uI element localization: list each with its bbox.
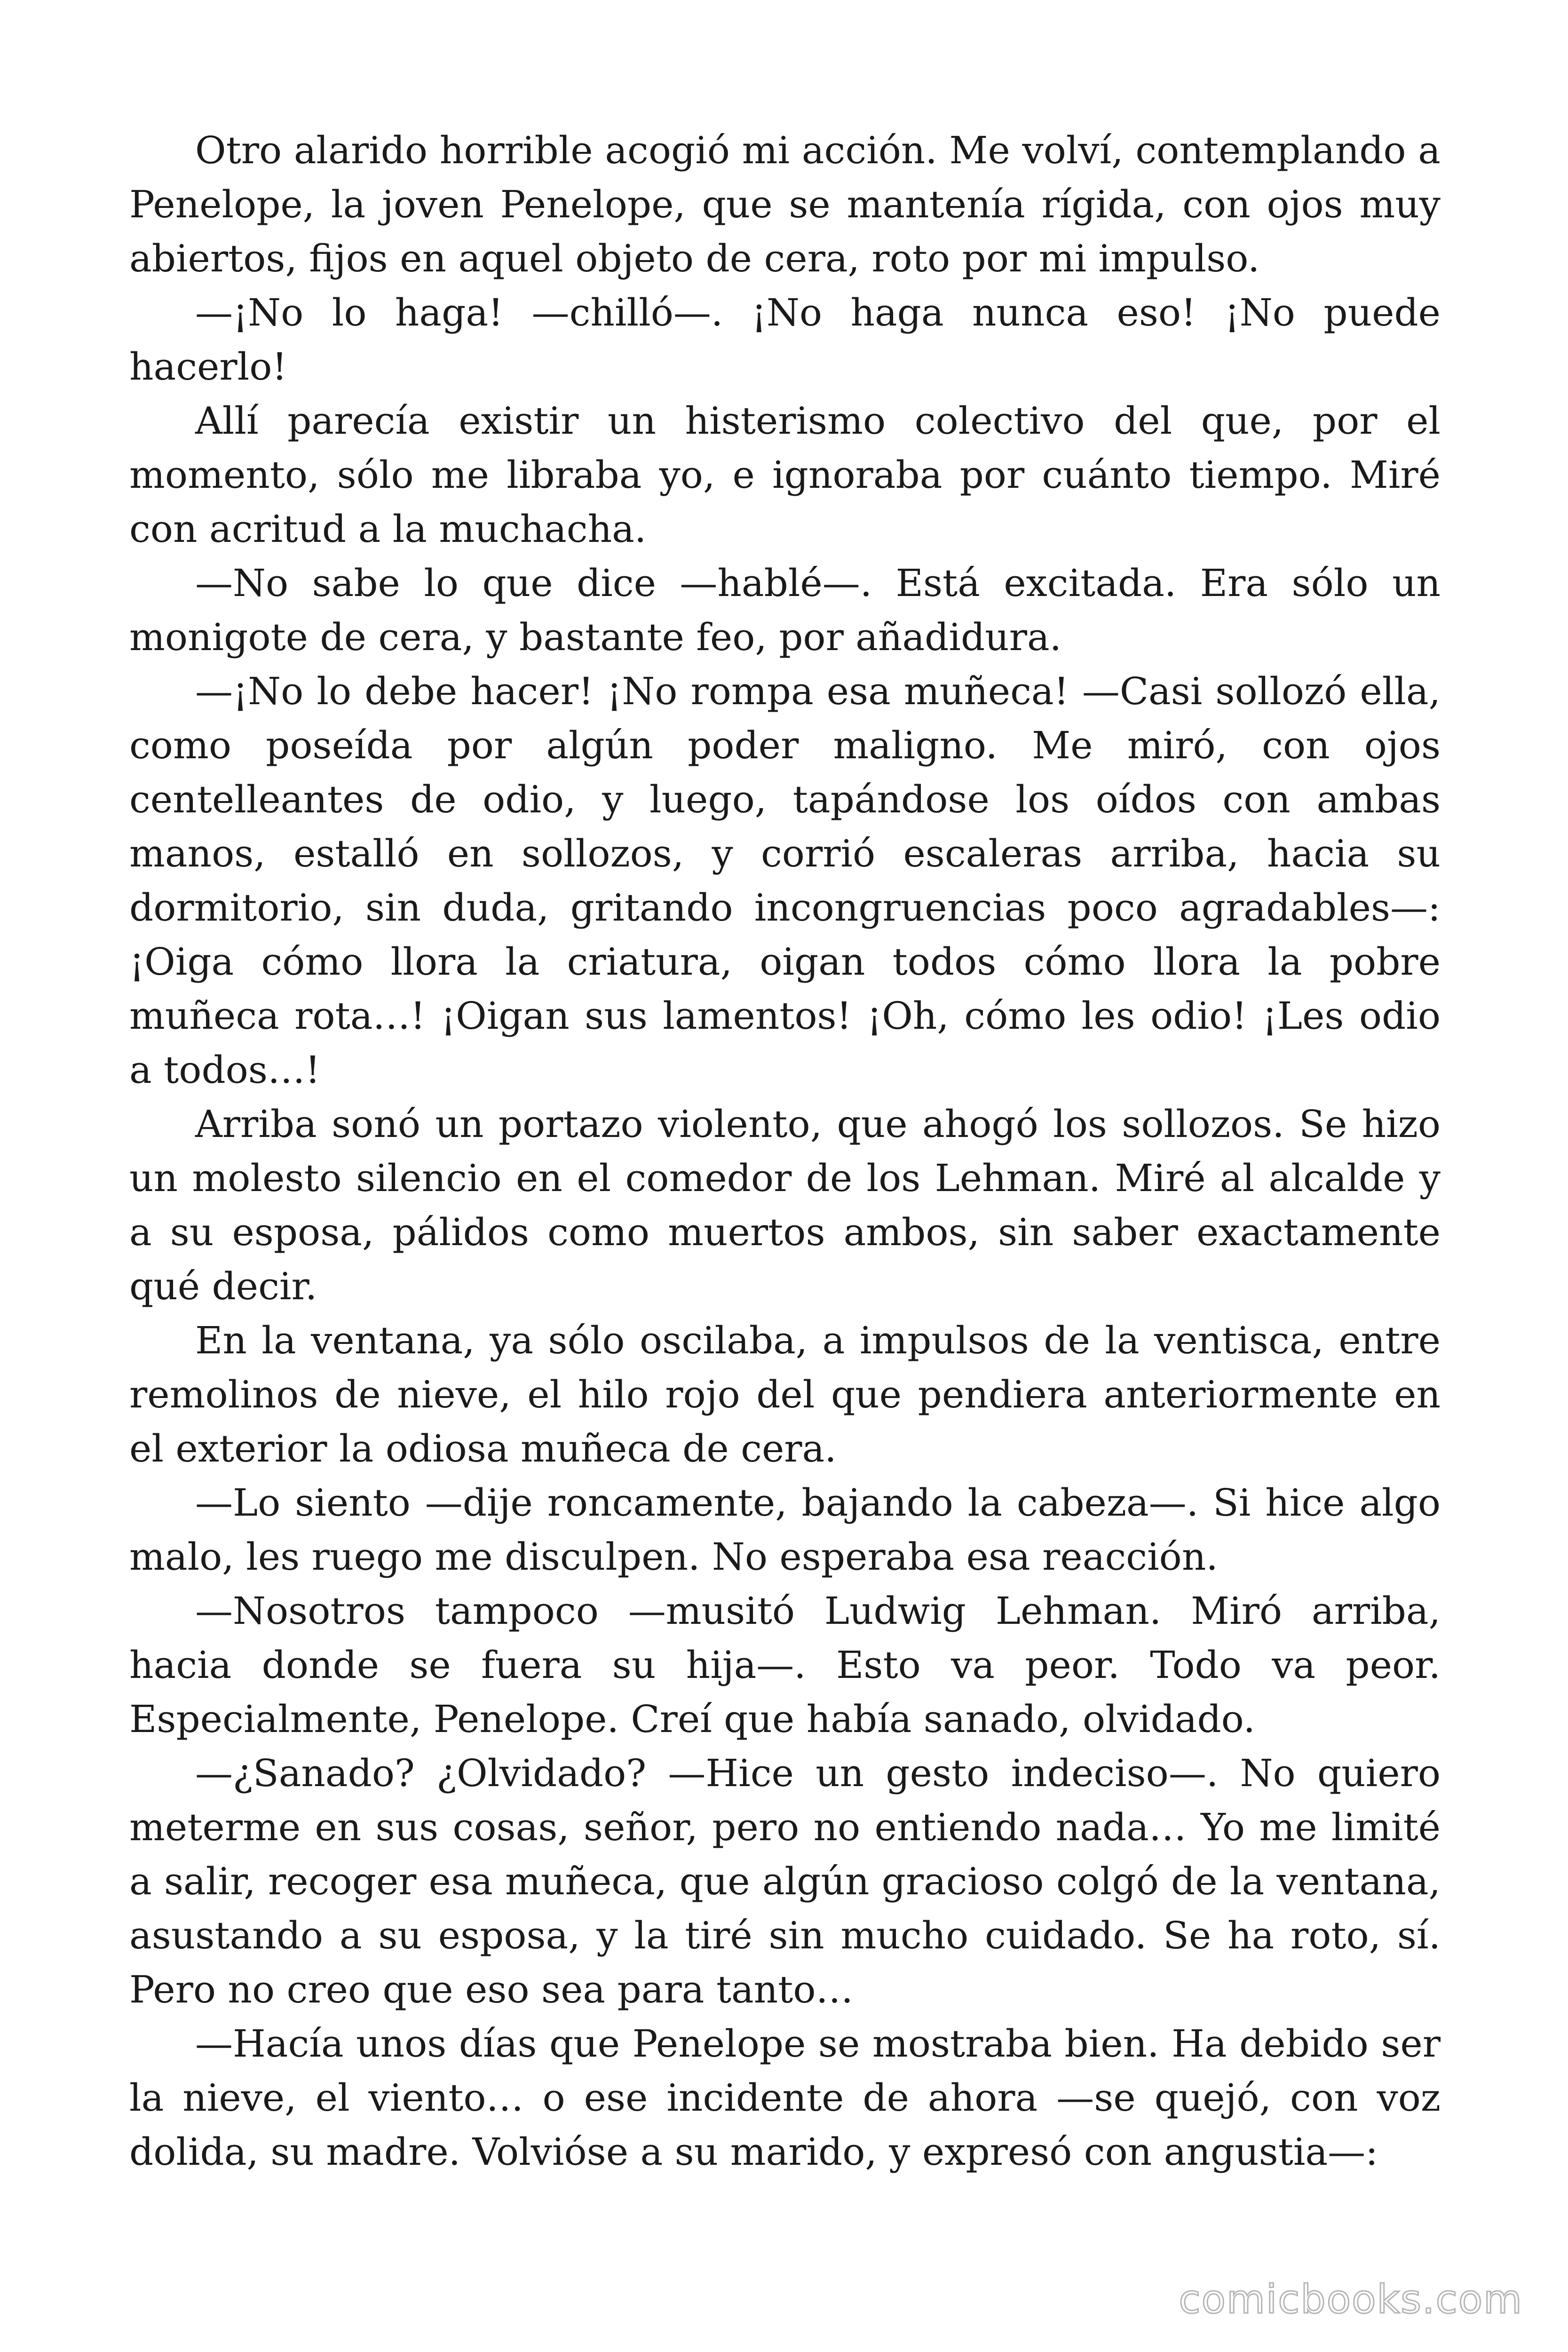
paragraph: —¿Sanado? ¿Olvidado? —Hice un gesto indeciso—. No quiero meterme en sus cosas, señor, pero no entiendo nada… Yo me limité a salir, recoger esa muñeca, que algún gracioso colgó de la ventana, asustando a su esposa, y la tiré sin mucho cuidado. Se ha roto, sí. Pero no creo que eso sea para tanto…: [129, 1751, 1441, 2011]
paragraph: —¡No lo debe hacer! ¡No rompa esa muñeca! —Casi sollozó ella, como poseída por algún poder maligno. Me miró, con ojos centelleantes de odio, y luego, tapándose los oídos con ambas manos, estalló en sollozos, y corrió escaleras arriba, hacia su dormitorio, sin duda, gritando incongruencias poco agradables—: ¡Oiga cómo llora la criatura, oigan todos cómo llora la pobre muñeca rota…! ¡Oigan sus lamentos! ¡Oh, cómo les odio! ¡Les odio a todos…!: [129, 669, 1441, 1092]
paragraph: Otro alarido horrible acogió mi acción. Me volví, contemplando a Penelope, la joven Penelope, que se mantenía rígida, con ojos muy abiertos, fijos en aquel objeto de cera, roto por mi impulso.: [129, 128, 1441, 280]
paragraph: Arriba sonó un portazo violento, que ahogó los sollozos. Se hizo un molesto silencio en el comedor de los Lehman. Miré al alcalde y a su esposa, pálidos como muertos ambos, sin saber exactamente qué decir.: [129, 1102, 1441, 1308]
book-page-text: [129, 123, 1441, 2179]
paragraph: —¡No lo haga! —chilló—. ¡No haga nunca eso! ¡No puede hacerlo!: [129, 291, 1441, 389]
paragraph: —Nosotros tampoco —musitó Ludwig Lehman. Miró arriba, hacia donde se fuera su hija—. Esto va peor. Todo va peor. Especialmente, Penelope. Creí que había sanado, olvidado.: [129, 1589, 1441, 1741]
paragraph: —Hacía unos días que Penelope se mostraba bien. Ha debido ser la nieve, el viento… o ese incidente de ahora —se quejó, con voz dolida, su madre. Volvióse a su marido, y expresó con angustia—:: [129, 2022, 1441, 2174]
paragraph: —No sabe lo que dice —hablé—. Está excitada. Era sólo un monigote de cera, y bastante feo, por añadidura.: [129, 561, 1441, 659]
paragraph: Allí parecía existir un histerismo colectivo del que, por el momento, sólo me libraba yo, e ignoraba por cuánto tiempo. Miré con acritud a la muchacha.: [129, 399, 1441, 551]
watermark: comicbooks.com: [1179, 2276, 1523, 2322]
paragraph: —Lo siento —dije roncamente, bajando la cabeza—. Si hice algo malo, les ruego me disculpen. No esperaba esa reacción.: [129, 1481, 1441, 1579]
paragraph: En la ventana, ya sólo oscilaba, a impulsos de la ventisca, entre remolinos de nieve, el hilo rojo del que pendiera anteriormente en el exterior la odiosa muñeca de cera.: [129, 1319, 1441, 1470]
